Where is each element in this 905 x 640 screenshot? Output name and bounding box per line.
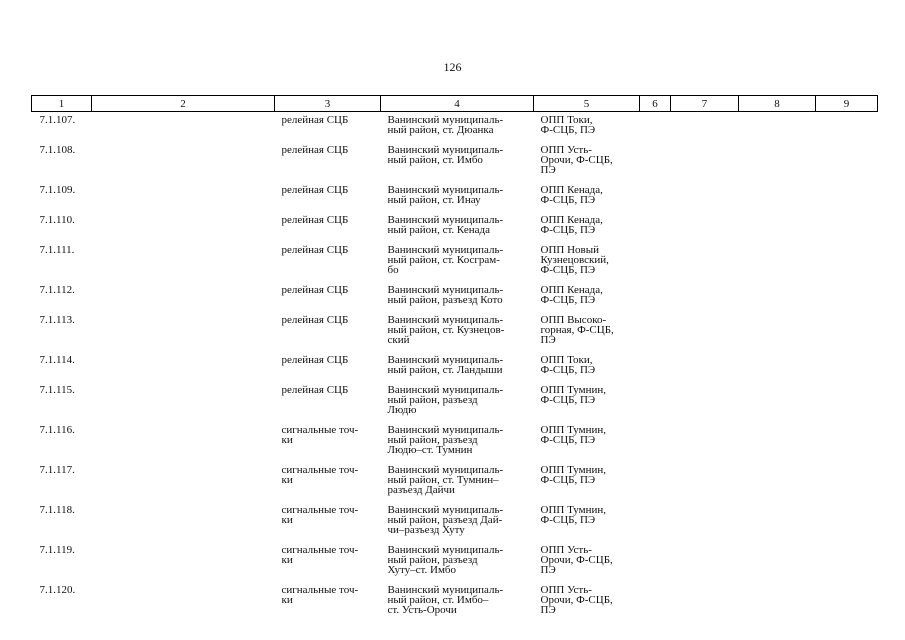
empty-cell: [640, 142, 671, 182]
cell-col2: [92, 462, 275, 502]
row-number: 7.1.113.: [39, 314, 75, 326]
empty-cell: [816, 382, 878, 422]
cell-location: Ванинский муниципаль- ный район, ст. Косграм- бо: [387, 244, 504, 276]
table-row: [32, 312, 878, 352]
cell-location: Ванинский муниципаль- ный район, ст. Имбо– ст. Усть-Орочи: [387, 584, 504, 616]
empty-cell: [640, 502, 671, 542]
table-row: [32, 242, 878, 282]
page-number: 126: [443, 60, 462, 74]
cell-feed: ОПП Усть- Орочи, Ф-СЦБ, ПЭ: [540, 144, 613, 176]
cell-col2: [92, 502, 275, 542]
row-number: 7.1.110.: [39, 214, 75, 226]
empty-cell: [640, 422, 671, 462]
row-number: 7.1.115.: [39, 384, 75, 396]
column-header: 9: [816, 96, 878, 112]
table-row: [32, 582, 878, 622]
cell-location: Ванинский муниципаль- ный район, разъезд Людю: [387, 384, 504, 416]
empty-cell: [671, 422, 739, 462]
empty-cell: [640, 462, 671, 502]
row-number: 7.1.114.: [39, 354, 75, 366]
cell-feed: ОПП Новый Кузнецовский, Ф-СЦБ, ПЭ: [540, 244, 609, 276]
empty-cell: [671, 542, 739, 582]
empty-cell: [671, 112, 739, 143]
cell-feed: ОПП Кенада, Ф-СЦБ, ПЭ: [540, 184, 603, 206]
cell-type: релейная СЦБ: [281, 184, 349, 196]
cell-col2: [92, 422, 275, 462]
table-row: [32, 422, 878, 462]
row-number: 7.1.112.: [39, 284, 75, 296]
empty-cell: [671, 582, 739, 622]
cell-feed: ОПП Кенада, Ф-СЦБ, ПЭ: [540, 214, 603, 236]
cell-col2: [92, 182, 275, 212]
empty-cell: [816, 352, 878, 382]
empty-cell: [739, 582, 816, 622]
table-row: [32, 112, 878, 143]
row-number: 7.1.107.: [39, 114, 76, 126]
cell-feed: ОПП Токи, Ф-СЦБ, ПЭ: [540, 114, 596, 136]
cell-col2: [92, 382, 275, 422]
cell-col2: [92, 542, 275, 582]
empty-cell: [816, 182, 878, 212]
cell-type: релейная СЦБ: [281, 354, 349, 366]
column-header: 5: [534, 96, 640, 112]
column-header: 8: [739, 96, 816, 112]
empty-cell: [739, 352, 816, 382]
empty-cell: [816, 282, 878, 312]
column-header: 1: [32, 96, 92, 112]
empty-cell: [816, 502, 878, 542]
empty-cell: [739, 422, 816, 462]
table-row: [32, 382, 878, 422]
cell-type: сигнальные точ- ки: [281, 504, 359, 526]
table-row: [32, 352, 878, 382]
empty-cell: [640, 312, 671, 352]
cell-type: сигнальные точ- ки: [281, 544, 359, 566]
column-header: 3: [275, 96, 381, 112]
cell-type: релейная СЦБ: [281, 314, 349, 326]
cell-col2: [92, 212, 275, 242]
empty-cell: [640, 112, 671, 143]
cell-col2: [92, 242, 275, 282]
empty-cell: [671, 182, 739, 212]
empty-cell: [816, 212, 878, 242]
table-row: [32, 182, 878, 212]
empty-cell: [739, 462, 816, 502]
empty-cell: [816, 142, 878, 182]
table-row: [32, 542, 878, 582]
empty-cell: [640, 352, 671, 382]
empty-cell: [739, 182, 816, 212]
empty-cell: [816, 422, 878, 462]
empty-cell: [671, 312, 739, 352]
empty-cell: [671, 282, 739, 312]
row-number: 7.1.117.: [39, 464, 75, 476]
cell-location: Ванинский муниципаль- ный район, разъезд Хуту–ст. Имбо: [387, 544, 504, 576]
empty-cell: [640, 582, 671, 622]
cell-feed: ОПП Высоко- горная, Ф-СЦБ, ПЭ: [540, 314, 614, 346]
column-header: 2: [92, 96, 275, 112]
table-row: [32, 212, 878, 242]
cell-location: Ванинский муниципаль- ный район, ст. Тумнин– разъезд Дайчи: [387, 464, 504, 496]
empty-cell: [739, 502, 816, 542]
empty-cell: [739, 142, 816, 182]
empty-cell: [671, 142, 739, 182]
cell-feed: ОПП Кенада, Ф-СЦБ, ПЭ: [540, 284, 603, 306]
cell-feed: ОПП Тумнин, Ф-СЦБ, ПЭ: [540, 384, 606, 406]
column-header: 6: [640, 96, 671, 112]
cell-feed: ОПП Усть- Орочи, Ф-СЦБ, ПЭ: [540, 584, 613, 616]
cell-location: Ванинский муниципаль- ный район, разъезд Дай- чи–разъезд Хуту: [387, 504, 504, 536]
empty-cell: [671, 382, 739, 422]
cell-location: Ванинский муниципаль- ный район, ст. Кенада: [387, 214, 504, 236]
cell-type: релейная СЦБ: [281, 214, 349, 226]
cell-feed: ОПП Тумнин, Ф-СЦБ, ПЭ: [540, 504, 606, 526]
cell-type: релейная СЦБ: [281, 144, 349, 156]
cell-col2: [92, 312, 275, 352]
empty-cell: [739, 212, 816, 242]
cell-feed: ОПП Тумнин, Ф-СЦБ, ПЭ: [540, 424, 606, 446]
cell-col2: [92, 142, 275, 182]
cell-type: релейная СЦБ: [281, 384, 349, 396]
cell-location: Ванинский муниципаль- ный район, ст. Дюанка: [387, 114, 504, 136]
table-row: [32, 282, 878, 312]
cell-location: Ванинский муниципаль- ный район, ст. Имбо: [387, 144, 504, 166]
cell-location: Ванинский муниципаль- ный район, ст. Ландыши: [387, 354, 504, 376]
header-row: [32, 96, 878, 112]
cell-type: релейная СЦБ: [281, 284, 349, 296]
empty-cell: [640, 382, 671, 422]
empty-cell: [816, 242, 878, 282]
row-number: 7.1.116.: [39, 424, 75, 436]
empty-cell: [739, 312, 816, 352]
cell-feed: ОПП Усть- Орочи, Ф-СЦБ, ПЭ: [540, 544, 613, 576]
empty-cell: [640, 242, 671, 282]
cell-feed: ОПП Тумнин, Ф-СЦБ, ПЭ: [540, 464, 606, 486]
empty-cell: [640, 542, 671, 582]
empty-cell: [671, 212, 739, 242]
empty-cell: [640, 182, 671, 212]
empty-cell: [640, 212, 671, 242]
empty-cell: [739, 382, 816, 422]
cell-feed: ОПП Токи, Ф-СЦБ, ПЭ: [540, 354, 596, 376]
table-row: [32, 502, 878, 542]
empty-cell: [739, 112, 816, 143]
empty-cell: [816, 112, 878, 143]
table-row: [32, 462, 878, 502]
cell-location: Ванинский муниципаль- ный район, ст. Инау: [387, 184, 504, 206]
column-header: 7: [671, 96, 739, 112]
row-number: 7.1.120.: [39, 584, 76, 596]
cell-location: Ванинский муниципаль- ный район, разъезд Людю–ст. Тумнин: [387, 424, 504, 456]
cell-type: релейная СЦБ: [281, 244, 349, 256]
cell-type: сигнальные точ- ки: [281, 464, 359, 486]
row-number: 7.1.108.: [39, 144, 76, 156]
data-table: [31, 95, 878, 622]
empty-cell: [671, 502, 739, 542]
cell-col2: [92, 282, 275, 312]
empty-cell: [816, 462, 878, 502]
cell-col2: [92, 352, 275, 382]
row-number: 7.1.118.: [39, 504, 75, 516]
cell-location: Ванинский муниципаль- ный район, ст. Кузнецов- ский: [387, 314, 505, 346]
empty-cell: [816, 542, 878, 582]
empty-cell: [816, 312, 878, 352]
empty-cell: [739, 242, 816, 282]
empty-cell: [816, 582, 878, 622]
empty-cell: [640, 282, 671, 312]
row-number: 7.1.111.: [39, 244, 75, 256]
cell-type: релейная СЦБ: [281, 114, 349, 126]
cell-type: сигнальные точ- ки: [281, 424, 359, 446]
empty-cell: [739, 282, 816, 312]
table-row: [32, 142, 878, 182]
row-number: 7.1.109.: [39, 184, 76, 196]
row-number: 7.1.119.: [39, 544, 75, 556]
column-header: 4: [381, 96, 534, 112]
cell-col2: [92, 112, 275, 143]
empty-cell: [739, 542, 816, 582]
cell-type: сигнальные точ- ки: [281, 584, 359, 606]
empty-cell: [671, 242, 739, 282]
empty-cell: [671, 462, 739, 502]
empty-cell: [671, 352, 739, 382]
cell-location: Ванинский муниципаль- ный район, разъезд Кото: [387, 284, 504, 306]
cell-col2: [92, 582, 275, 622]
